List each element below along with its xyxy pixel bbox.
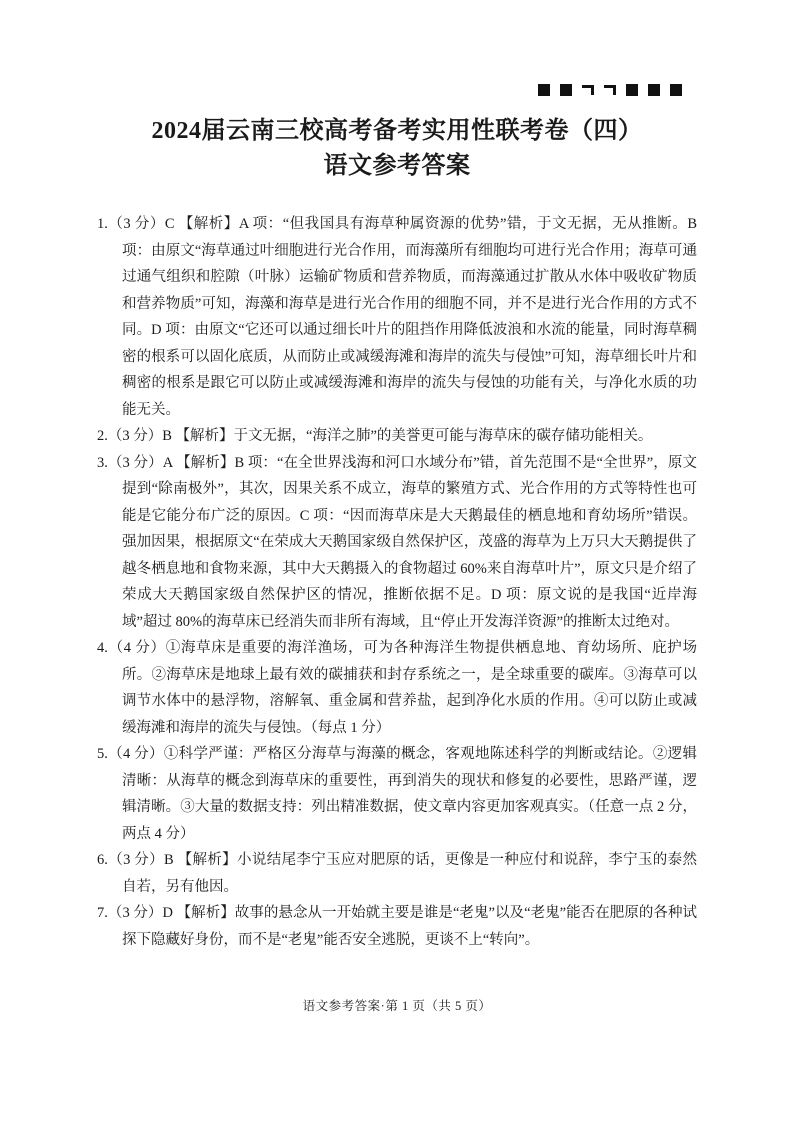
- page-footer: 语文参考答案·第 1 页（共 5 页）: [302, 999, 492, 1013]
- document-subtitle: 语文参考答案: [323, 153, 471, 179]
- answer-item-4: [97, 635, 697, 741]
- document-title: 2024届云南三校高考备考实用性联考卷（四）: [151, 118, 643, 144]
- registration-mark: [670, 84, 682, 96]
- item-number: 1.: [97, 216, 108, 232]
- answer-item-6: [97, 847, 697, 900]
- answer-item-2: [97, 423, 697, 450]
- item-number: 4.: [97, 640, 108, 656]
- registration-mark: [582, 85, 594, 95]
- item-number: 7.: [97, 905, 108, 921]
- registration-mark: [604, 85, 616, 95]
- answer-item-7: [97, 900, 697, 953]
- item-number: 5.: [97, 746, 108, 762]
- item-number: 3.: [97, 454, 108, 471]
- item-text: （3 分）B 【解析】于文无据，“海洋之肺”的美誉更可能与海草床的碳存储功能相关。: [107, 428, 653, 444]
- answer-item-3: [97, 450, 697, 636]
- item-number: 6.: [97, 852, 108, 868]
- answer-item-5: [97, 741, 697, 847]
- item-text: （3 分）A 【解析】B 项：“在全世界浅海和河口水域分布”错，首先范围不是“全世界”，原文提到“除南极外”，其次，因果关系不成立，海草的繁殖方式、光合作用的方式等特性也可能是它能分布广泛的原因。C 项：“因而海草床是大天鹅最佳的栖息地和育幼场所”错误。强加因果，根据原文“在荣成大天鹅国家级自然保护区，茂盛的海草为上万只大天鹅提供了越冬栖息地和食物来源，其中大天鹅摄入的食物超过 60%来自海草叶片”，原文只是介绍了荣成大天鹅国家级自然保护区的情况，推断依据不足。D 项：原文说的是我国“近岸海域”超过 80%的海草床已经消失而非所有海域，且“停止开发海洋资源”的推断太过绝对。: [107, 454, 697, 630]
- answers-list: [97, 211, 697, 953]
- item-text: （4 分）①科学严谨：严格区分海草与海藻的概念，客观地陈述科学的判断或结论。②逻辑清晰：从海草的概念到海草床的重要性，再到消失的现状和修复的必要性，思路严谨，逻辑清晰。③大量的数据支持：列出精准数据，使文章内容更加客观真实。（任意一点 2 分，两点 4 分）: [107, 746, 697, 842]
- item-text: （3 分）D 【解析】故事的悬念从一开始就主要是谁是“老鬼”以及“老鬼”能否在肥原的各种试探下隐藏好身份，而不是“老鬼”能否安全逃脱，更谈不上“转向”。: [107, 905, 697, 948]
- item-text: （3 分）B 【解析】小说结尾李宁玉应对肥原的话，更像是一种应付和说辞，李宁玉的泰然自若，另有他因。: [107, 852, 697, 895]
- registration-mark: [648, 84, 660, 96]
- registration-marks: [538, 84, 682, 96]
- registration-mark: [560, 84, 572, 96]
- registration-mark: [538, 84, 550, 96]
- item-number: 2.: [97, 428, 108, 444]
- registration-mark: [626, 84, 638, 96]
- title-block: [0, 114, 794, 184]
- answer-item-1: [97, 211, 697, 423]
- item-text: （3 分）C 【解析】A 项：“但我国具有海草种属资源的优势”错，于文无据，无从推断。B 项：由原文“海草通过叶细胞进行光合作用，而海藻所有细胞均可进行光合作用；海草可通过通气组织和腔隙（叶脉）运输矿物质和营养物质，而海藻通过扩散从水体中吸收矿物质和营养物质”可知，海藻和海草是进行光合作用的细胞不同，并不是进行光合作用的方式不同。D 项：由原文“它还可以通过细长叶片的阻挡作用降低波浪和水流的能量，同时海草稠密的根系可以固化底质，从而防止或减缓海滩和海岸的流失与侵蚀”可知，海草细长叶片和稠密的根系是跟它可以防止或减缓海滩和海岸的流失与侵蚀的功能有关，与净化水质的功能无关。: [107, 216, 697, 418]
- item-text: （4 分）①海草床是重要的海洋渔场，可为各种海洋生物提供栖息地、育幼场所、庇护场所。②海草床是地球上最有效的碳捕获和封存系统之一，是全球重要的碳库。③海草可以调节水体中的悬浮物，溶解氧、重金属和营养盐，起到净化水质的作用。④可以防止或减缓海滩和海岸的流失与侵蚀。（每点 1 分）: [107, 640, 697, 736]
